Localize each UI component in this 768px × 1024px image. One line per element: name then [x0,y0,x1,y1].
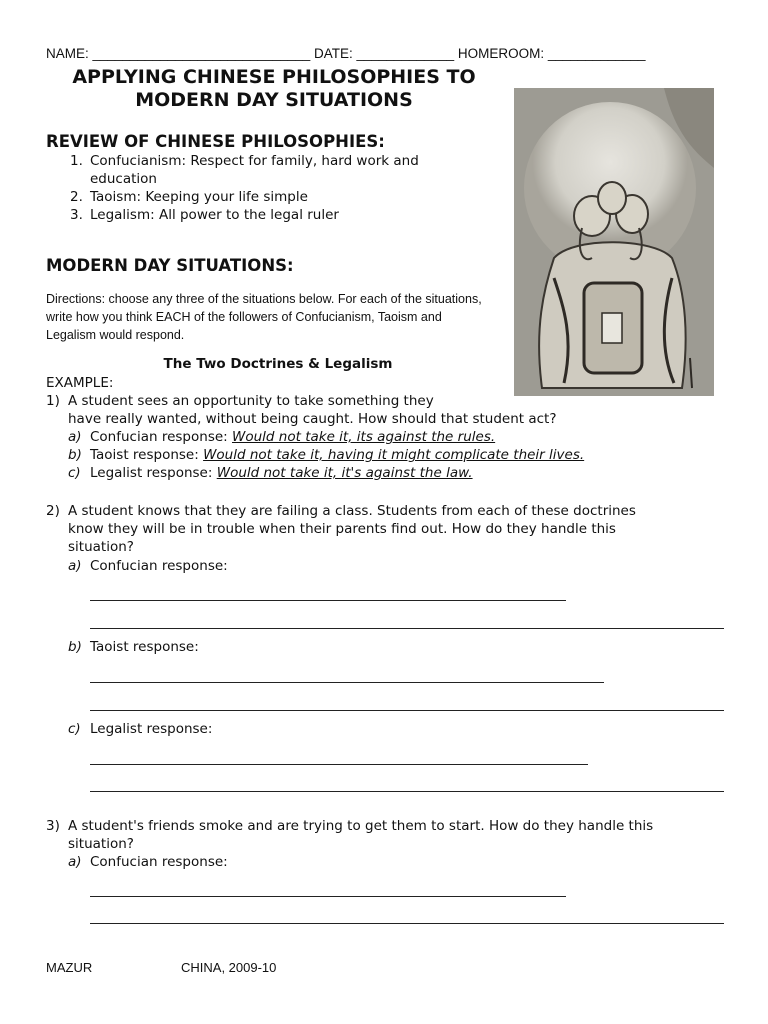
response-a: a) Confucian response: [68,854,228,870]
list-item: 2. Taoism: Keeping your life simple [70,189,308,205]
example-label: EXAMPLE: [46,375,114,391]
example-answer: Would not take it, its against the rules. [232,429,496,445]
philosophy-list [70,152,419,224]
answer-line[interactable] [90,791,724,792]
answer-line[interactable] [90,710,724,711]
situations-heading: MODERN DAY SITUATIONS: [46,256,294,275]
question-2: 2) A student knows that they are failing a class. Students from each of these doctrines know they will be in trouble when their parents find out. How do they handle this situation? [46,503,636,555]
answer-line[interactable] [90,628,724,629]
answer-line[interactable] [90,682,604,683]
footer-course: CHINA, 2009-10 [181,960,277,975]
response-c: c) Legalist response: [68,721,213,737]
response-b: b) Taoist response: [68,639,199,655]
response-a: a) Confucian response: [68,558,228,574]
sage-illustration [514,88,714,396]
date-field-label[interactable]: DATE: _____________ [314,46,455,61]
list-item: 3. Legalism: All power to the legal ruler [70,207,339,223]
example-answer: Would not take it, having it might complicate their lives. [203,447,585,463]
directions-text: Directions: choose any three of the situations below. For each of the situations, write how you think EACH of the followers of Confucianism, Taoism and Legalism would respond. [46,292,482,342]
footer-author: MAZUR [46,960,93,975]
list-item: 1. Confucianism: Respect for family, hard work and education [70,153,419,187]
review-heading: REVIEW OF CHINESE PHILOSOPHIES: [46,132,385,151]
name-field-label[interactable]: NAME: _____________________________ [46,46,311,61]
question-3: 3) A student's friends smoke and are trying to get them to start. How do they handle this situation? [46,818,654,852]
answer-line[interactable] [90,896,566,897]
doctrines-subheading: The Two Doctrines & Legalism [163,356,393,372]
response-a: a) Confucian response: Would not take it, its against the rules. [68,429,496,445]
response-c: c) Legalist response: Would not take it, it's against the law. [68,465,473,481]
example-answer: Would not take it, it's against the law. [216,465,473,481]
title-line-1: APPLYING CHINESE PHILOSOPHIES TO [72,66,476,88]
response-b: b) Taoist response: Would not take it, having it might complicate their lives. [68,447,585,463]
answer-line[interactable] [90,600,566,601]
page-title [40,66,508,112]
answer-line[interactable] [90,764,588,765]
answer-line[interactable] [90,923,724,924]
question-1: 1) A student sees an opportunity to take something they have really wanted, without being caught. How should that student act? a) Confucian response: Would not take it, its against the rules. b) Taoist response: Would not take it, having it might complicate their lives. c) Legalist response: Would not take it, it's against the law. [46,393,585,481]
homeroom-field-label[interactable]: HOMEROOM: _____________ [457,46,646,61]
student-info-header [46,46,646,61]
title-line-2: MODERN DAY SITUATIONS [135,89,413,111]
